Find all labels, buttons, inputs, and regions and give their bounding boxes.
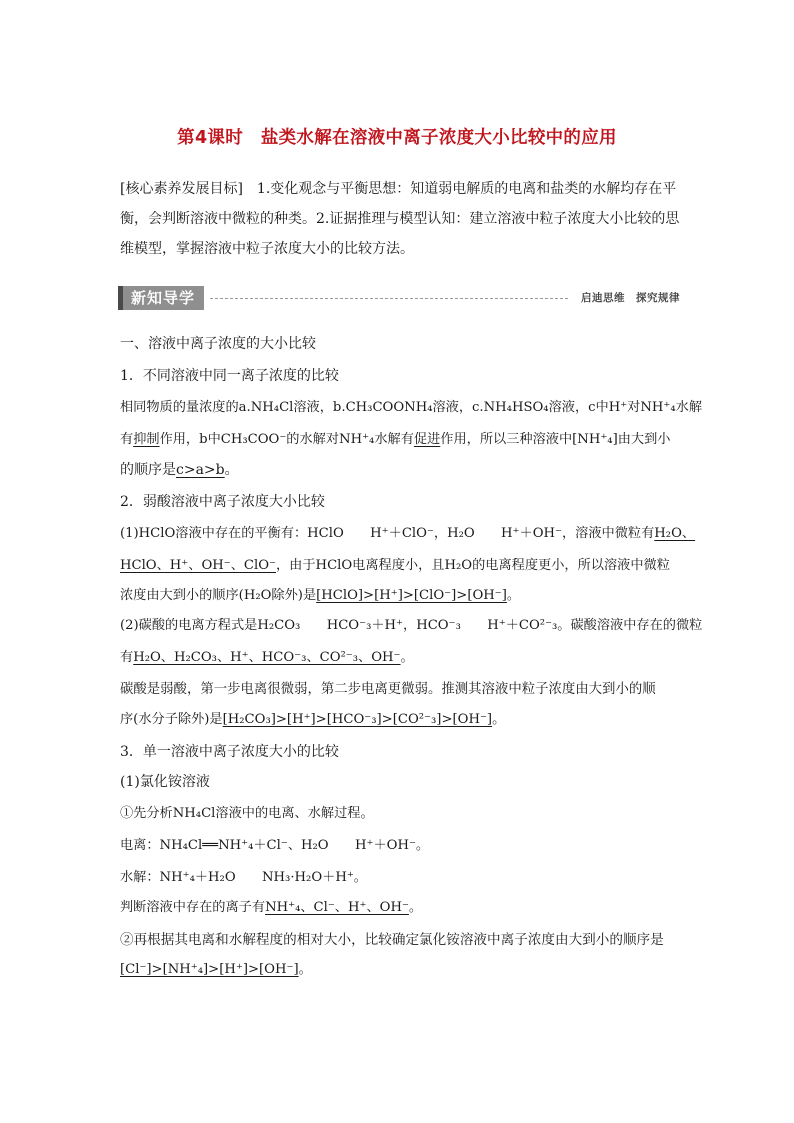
answer-blank: HClO、H⁺、OH⁻、ClO⁻ (120, 558, 276, 573)
subheading: 2．弱酸溶液中离子浓度大小比较 (120, 494, 325, 510)
body-line: 电离：NH₄Cl══NH⁺₄＋Cl⁻、H₂O H⁺＋OH⁻。 (120, 838, 430, 853)
body-line: (1)氯化铵溶液 (120, 774, 210, 790)
section-divider (210, 298, 568, 299)
text: 。 (400, 650, 414, 665)
text: 的顺序是 (120, 462, 176, 478)
body-line (120, 430, 670, 450)
page-title: 第4课时 盐类水解在溶液中离子浓度大小比较中的应用 (177, 128, 617, 148)
text: 有 (120, 432, 134, 447)
core-goals-paragraph (120, 174, 680, 264)
text: 。 (506, 588, 521, 603)
body-line: (2)碳酸的电离方程式是H₂CO₃ HCO⁻₃＋H⁺，HCO⁻₃ H⁺＋CO²⁻₃。碳酸溶液中存在的微粒 (120, 618, 703, 633)
body-line: 相同物质的量浓度的a.NH₄Cl溶液，b.CH₃COONH₄溶液，c.NH₄HSO₄溶液，c中H⁺对NH⁺₄水解 (120, 400, 703, 415)
text: 序(水分子除外)是 (120, 712, 223, 727)
answer-blank: H₂O、H₂CO₃、H⁺、HCO⁻₃、CO²⁻₃、OH⁻ (133, 650, 401, 665)
intro-line: [核心素养发展目标] 1.变化观念与平衡思想：知道弱电解质的电离和盐类的水解均存在平 (120, 181, 677, 197)
answer-blank: 促进 (413, 432, 441, 447)
intro-line: 维模型，掌握溶液中粒子浓度大小的比较方法。 (120, 241, 414, 257)
body-line: 碳酸是弱酸，第一步电离很微弱，第二步电离更微弱。推测其溶液中粒子浓度由大到小的顺 (120, 682, 656, 697)
answer-blank: [HClO]>[H⁺]>[ClO⁻]>[OH⁻] (316, 588, 507, 603)
text: (1)HClO溶液中存在的平衡有：HClO H⁺＋ClO⁻，H₂O H⁺＋OH⁻，溶液中微粒有 (120, 526, 655, 541)
body-line (120, 898, 422, 918)
text: ，由于HClO电离程度小，且H₂O的电离程度更小，所以溶液中微粒 (276, 558, 670, 573)
body-line (120, 586, 520, 606)
text: 作用，b中CH₃COO⁻的水解对NH⁺₄水解有 (159, 432, 414, 447)
body-line (120, 556, 670, 576)
heading-1: 一、溶液中离子浓度的大小比较 (120, 336, 316, 352)
body-line (120, 524, 695, 544)
body-line (120, 710, 505, 730)
answer-blank: c>a>b (176, 462, 225, 478)
body-line (120, 960, 312, 980)
section-tagline: 启迪思维 探究规律 (581, 292, 680, 304)
text: 浓度由大到小的顺序(H₂O除外)是 (120, 588, 317, 603)
subheading: 3．单一溶液中离子浓度大小的比较 (120, 744, 339, 760)
text: 有 (120, 650, 134, 665)
body-line: 水解：NH⁺₄＋H₂O NH₃·H₂O＋H⁺。 (120, 870, 367, 885)
subheading: 1．不同溶液中同一离子浓度的比较 (120, 368, 339, 384)
answer-blank: H₂O、 (654, 526, 696, 541)
body-line (120, 460, 239, 480)
answer-blank: NH⁺₄、Cl⁻、H⁺、OH⁻ (265, 900, 409, 915)
answer-blank: 抑制 (133, 432, 160, 447)
body-line: ②再根据其电离和水解程度的相对大小，比较确定氯化铵溶液中离子浓度由大到小的顺序是 (120, 932, 664, 948)
answer-blank: [Cl⁻]>[NH⁺₄]>[H⁺]>[OH⁻] (120, 962, 299, 977)
answer-blank: [H₂CO₃]>[H⁺]>[HCO⁻₃]>[CO²⁻₃]>[OH⁻] (222, 712, 493, 727)
body-line (120, 648, 414, 668)
section-label: 新知导学 (118, 286, 204, 310)
text: 。 (298, 962, 312, 977)
body-line: ①先分析NH₄Cl溶液中的电离、水解过程。 (120, 806, 374, 821)
text: 。 (492, 712, 506, 727)
section-header (118, 286, 680, 310)
text: 作用，所以三种溶液中[NH⁺₄]由大到小 (440, 432, 671, 447)
text: 。 (224, 462, 239, 478)
text: 。 (408, 900, 423, 915)
text: 判断溶液中存在的离子有 (120, 900, 266, 915)
intro-line: 衡，会判断溶液中微粒的种类。2.证据推理与模型认知：建立溶液中粒子浓度大小比较的思 (120, 211, 680, 227)
